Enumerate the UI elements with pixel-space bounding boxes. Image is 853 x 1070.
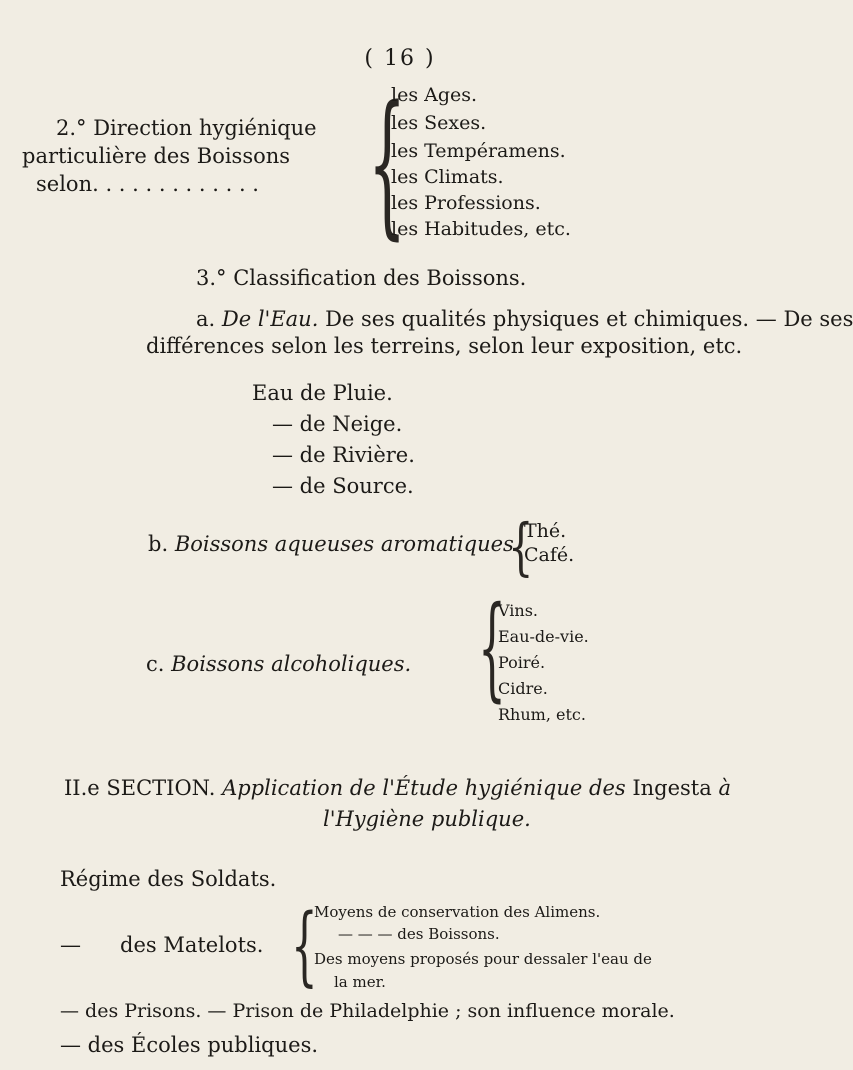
- section-title-line1: [64, 776, 731, 800]
- section-title-line2: l'Hygiène publique.: [323, 807, 531, 831]
- eau-paragraph-line2: différences selon les terreins, selon leur exposition, etc.: [146, 334, 743, 358]
- section-title-part1: Application de l'Étude hygiénique des: [222, 776, 626, 800]
- eau-type: — de Rivière.: [272, 443, 415, 467]
- alcooliques-item: Poiré.: [498, 653, 546, 672]
- direction-item: les Habitudes, etc.: [391, 218, 571, 240]
- matelots-item: la mer.: [334, 973, 386, 991]
- regime-matelots-dash: —: [60, 933, 81, 957]
- direction-item: les Tempéramens.: [391, 140, 566, 162]
- aqueuses-title: Boissons aqueuses aromatiques.: [174, 532, 521, 556]
- aqueuses-line: [148, 532, 521, 556]
- alcooliques-item: Rhum, etc.: [498, 705, 586, 724]
- alcooliques-title: Boissons alcoholiques.: [171, 652, 412, 676]
- regime-matelots: des Matelots.: [120, 933, 264, 957]
- eau-type: — de Neige.: [272, 412, 403, 436]
- matelots-item: — — — des Boissons.: [338, 925, 500, 943]
- section-title-part2: à: [718, 776, 731, 800]
- section-title-ingesta: Ingesta: [632, 776, 712, 800]
- matelots-item: Moyens de conservation des Alimens.: [314, 903, 601, 921]
- aqueuses-brace: {: [508, 512, 534, 584]
- regime-ecoles: — des Écoles publiques.: [60, 1033, 319, 1057]
- aqueuses-item: Thé.: [524, 520, 567, 542]
- alcooliques-item: Eau-de-vie.: [498, 627, 589, 646]
- eau-text: De ses qualités physiques et chimiques. — De ses: [325, 307, 853, 331]
- direction-line2: particulière des Boissons: [22, 144, 291, 168]
- aqueuses-prefix: b.: [148, 532, 169, 556]
- matelots-item: Des moyens proposés pour dessaler l'eau de: [314, 950, 652, 968]
- alcooliques-line: [146, 652, 411, 676]
- regime-prisons: — des Prisons. — Prison de Philadelphie ; son influence morale.: [60, 1000, 675, 1022]
- eau-type: Eau de Pluie.: [252, 381, 393, 405]
- eau-paragraph-line1: [196, 307, 853, 331]
- direction-line1: 2.° Direction hygiénique: [56, 116, 317, 140]
- direction-item: les Professions.: [391, 192, 541, 214]
- aqueuses-item: Café.: [524, 544, 575, 566]
- eau-prefix: a.: [196, 307, 216, 331]
- direction-item: les Ages.: [391, 84, 478, 106]
- direction-item: les Climats.: [391, 166, 504, 188]
- direction-line3: selon. . . . . . . . . . . . .: [36, 172, 259, 196]
- alcooliques-brace: {: [478, 584, 506, 715]
- eau-title: De l'Eau.: [221, 307, 319, 331]
- regime-soldats: Régime des Soldats.: [60, 867, 277, 891]
- direction-brace: {: [368, 74, 407, 256]
- direction-item: les Sexes.: [391, 112, 487, 134]
- eau-type: — de Source.: [272, 474, 414, 498]
- alcooliques-item: Vins.: [498, 601, 538, 620]
- alcooliques-item: Cidre.: [498, 679, 548, 698]
- classification-heading: 3.° Classification des Boissons.: [196, 266, 527, 290]
- alcooliques-prefix: c.: [146, 652, 165, 676]
- matelots-brace: {: [291, 895, 318, 996]
- page-number: ( 16 ): [364, 46, 436, 71]
- section-label: II.e SECTION.: [64, 776, 216, 800]
